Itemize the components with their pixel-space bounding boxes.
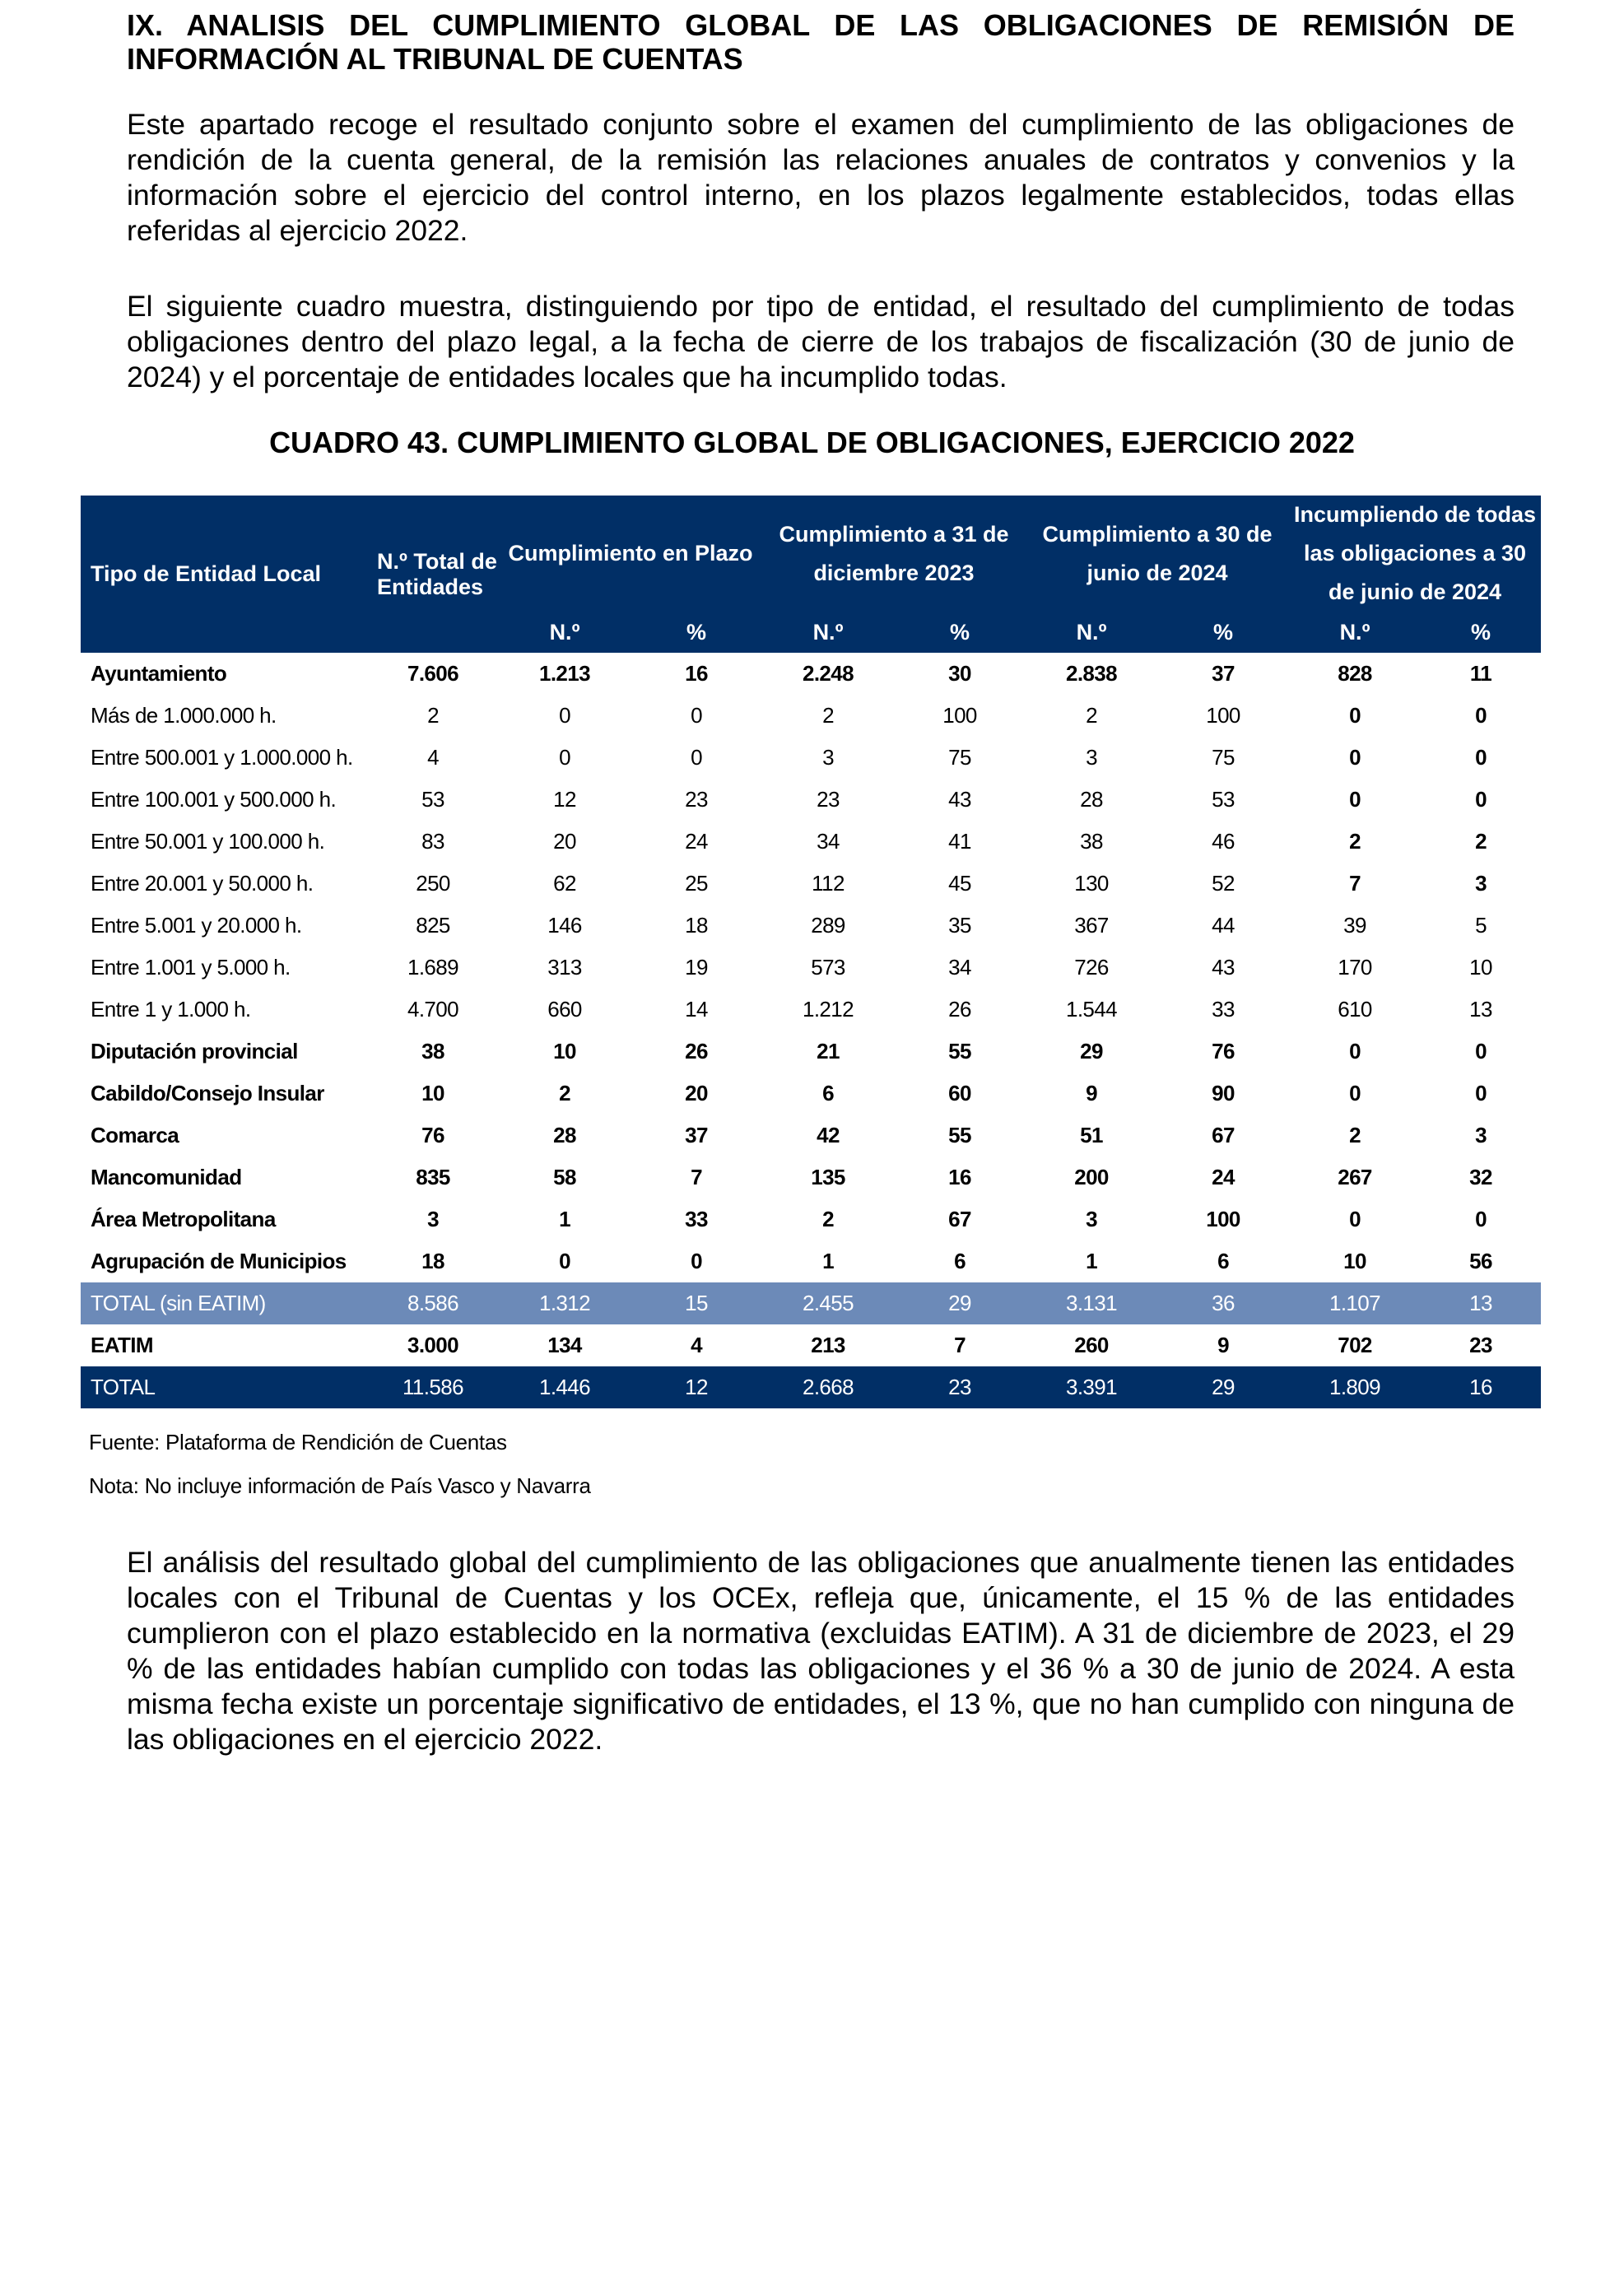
row-value: 170 <box>1338 955 1372 980</box>
row-value: 9 <box>1086 1081 1097 1105</box>
row-label: Entre 100.001 y 500.000 h. <box>91 787 337 812</box>
row-label: Entre 5.001 y 20.000 h. <box>91 913 302 938</box>
row-value: 2 <box>822 703 834 728</box>
row-value: 10 <box>421 1081 444 1105</box>
row-label: Más de 1.000.000 h. <box>91 703 277 728</box>
table-row <box>81 737 1541 779</box>
row-value: 53 <box>421 787 444 812</box>
row-value: 75 <box>948 745 971 770</box>
row-value: 260 <box>1074 1333 1109 1357</box>
row-value: 55 <box>948 1123 971 1147</box>
row-value: 3 <box>1475 1123 1487 1147</box>
row-value: 100 <box>1206 1207 1240 1231</box>
row-value: 146 <box>547 913 582 938</box>
row-value: 0 <box>559 745 570 770</box>
row-label: Entre 500.001 y 1.000.000 h. <box>91 745 353 770</box>
row-value: 14 <box>685 997 708 1022</box>
row-value: 0 <box>559 1249 570 1273</box>
row-value: 1.689 <box>407 955 459 980</box>
row-value: 33 <box>685 1207 708 1231</box>
row-value: 16 <box>685 661 708 686</box>
row-value: 0 <box>1349 1039 1361 1063</box>
table-header <box>81 496 1541 653</box>
row-value: 26 <box>685 1039 708 1063</box>
row-value: 10 <box>1343 1249 1366 1273</box>
row-value: 7 <box>954 1333 966 1357</box>
row-value: 0 <box>691 745 702 770</box>
row-value: 13 <box>1469 997 1492 1022</box>
row-value: 9 <box>1217 1333 1229 1357</box>
row-value: 573 <box>811 955 845 980</box>
header-total: N.º Total de Entidades <box>367 496 499 653</box>
row-value: 29 <box>1080 1039 1103 1063</box>
row-value: 1.107 <box>1289 1282 1421 1324</box>
header-cumplimiento-plazo: Cumplimiento en Plazo <box>499 496 762 612</box>
row-value: 23 <box>1469 1333 1492 1357</box>
row-value: 2 <box>559 1081 570 1105</box>
row-value: 828 <box>1338 661 1372 686</box>
row-value: 21 <box>817 1039 840 1063</box>
row-value: 34 <box>817 829 840 854</box>
row-label: TOTAL (sin EATIM) <box>81 1282 367 1324</box>
row-label: Diputación provincial <box>91 1039 298 1063</box>
row-value: 52 <box>1212 871 1235 896</box>
subheader-n: N.º <box>1289 612 1421 653</box>
row-value: 36 <box>1157 1282 1289 1324</box>
row-value: 56 <box>1469 1249 1492 1273</box>
table-intro-paragraph: El siguiente cuadro muestra, distinguiendo por tipo de entidad, el resultado del cumplimiento de todas obligaciones dentro del plazo legal, a la fecha de cierre de los trabajos de fiscalización (30 de junio de 2024) y el porcentaje de entidades locales que ha incumplido todas. <box>127 290 1515 393</box>
row-value: 2 <box>822 1207 834 1231</box>
row-value: 213 <box>811 1333 845 1357</box>
row-value: 67 <box>948 1207 971 1231</box>
row-value: 62 <box>553 871 576 896</box>
row-value: 41 <box>948 829 971 854</box>
row-value: 3 <box>1475 871 1487 896</box>
row-value: 135 <box>811 1165 845 1189</box>
row-value: 0 <box>1475 1207 1487 1231</box>
row-value: 250 <box>416 871 450 896</box>
row-value: 18 <box>685 913 708 938</box>
row-value: 43 <box>1212 955 1235 980</box>
table-row <box>81 821 1541 863</box>
row-value: 32 <box>1469 1165 1492 1189</box>
row-value: 15 <box>631 1282 762 1324</box>
row-value: 112 <box>812 871 845 896</box>
row-value: 12 <box>631 1366 762 1408</box>
row-label: Entre 1.001 y 5.000 h. <box>91 955 291 980</box>
table-row <box>81 1156 1541 1198</box>
row-value: 1.213 <box>538 661 591 686</box>
row-value: 3.131 <box>1026 1282 1157 1324</box>
row-value: 660 <box>547 997 582 1022</box>
table-row <box>81 1031 1541 1073</box>
row-label: TOTAL <box>81 1366 367 1408</box>
row-value: 26 <box>948 997 971 1022</box>
row-value: 13 <box>1421 1282 1541 1324</box>
row-label: Entre 20.001 y 50.000 h. <box>91 871 314 896</box>
table-source: Fuente: Plataforma de Rendición de Cuentas <box>89 1430 507 1454</box>
row-value: 2 <box>1475 829 1487 854</box>
row-value: 0 <box>1349 1081 1361 1105</box>
subheader-n: N.º <box>499 612 631 653</box>
row-value: 10 <box>553 1039 576 1063</box>
analysis-paragraph: El análisis del resultado global del cumplimiento de las obligaciones que anualmente tienen las entidades locales con el Tribunal de Cuentas y los OCEx, refleja que, únicamente, el 15 % de las entidades cumplieron con el plazo establecido en la normativa (excluidas EATIM). A 31 de diciembre de 2023, el 29 % de las entidades habían cumplido con todas las obligaciones y el 36 % a 30 de junio de 2024. A esta misma fecha existe un porcentaje significativo de entidades, el 13 %, que no han cumplido con ninguna de las obligaciones en el ejercicio 2022. <box>127 1546 1515 1756</box>
table-row <box>81 905 1541 947</box>
row-value: 38 <box>1080 829 1103 854</box>
row-value: 23 <box>894 1366 1026 1408</box>
subheader-n: N.º <box>762 612 894 653</box>
subheader-pct: % <box>631 612 762 653</box>
row-label: Entre 1 y 1.000 h. <box>91 997 251 1022</box>
row-value: 34 <box>948 955 971 980</box>
row-value: 44 <box>1212 913 1235 938</box>
row-value: 67 <box>1212 1123 1235 1147</box>
row-value: 100 <box>1206 703 1240 728</box>
row-value: 58 <box>553 1165 576 1189</box>
row-label: Comarca <box>91 1123 179 1147</box>
row-value: 7.606 <box>407 661 459 686</box>
table-row <box>81 1324 1541 1366</box>
compliance-table <box>81 496 1541 1408</box>
row-label: EATIM <box>91 1333 153 1357</box>
row-value: 35 <box>948 913 971 938</box>
intro-paragraph: Este apartado recoge el resultado conjunto sobre el examen del cumplimiento de las obligaciones de rendición de la cuenta general, de la remisión las relaciones anuales de contratos y convenios y la información sobre el ejercicio del control interno, en los plazos legalmente establecidos, todas ellas referidas al ejercicio 2022. <box>127 108 1515 247</box>
subheader-pct: % <box>1157 612 1289 653</box>
row-value: 1 <box>559 1207 570 1231</box>
row-value: 33 <box>1212 997 1235 1022</box>
table-row <box>81 1073 1541 1115</box>
row-value: 1.809 <box>1289 1366 1421 1408</box>
row-value: 0 <box>1349 703 1361 728</box>
table-body <box>81 653 1541 1408</box>
row-value: 10 <box>1469 955 1492 980</box>
table-row <box>81 695 1541 737</box>
row-value: 75 <box>1212 745 1235 770</box>
table-row <box>81 1366 1541 1408</box>
row-value: 0 <box>1349 1207 1361 1231</box>
table-row <box>81 1198 1541 1240</box>
row-value: 76 <box>421 1123 444 1147</box>
row-value: 76 <box>1212 1039 1235 1063</box>
row-value: 28 <box>1080 787 1103 812</box>
row-value: 200 <box>1074 1165 1109 1189</box>
table-note: Nota: No incluye información de País Vasco y Navarra <box>89 1473 591 1498</box>
table-row <box>81 947 1541 989</box>
row-value: 55 <box>948 1039 971 1063</box>
row-value: 3.391 <box>1026 1366 1157 1408</box>
row-value: 16 <box>948 1165 971 1189</box>
row-value: 16 <box>1421 1366 1541 1408</box>
row-value: 1 <box>822 1249 834 1273</box>
row-value: 37 <box>685 1123 708 1147</box>
subheader-n: N.º <box>1026 612 1157 653</box>
row-value: 6 <box>822 1081 834 1105</box>
row-value: 0 <box>691 703 702 728</box>
row-value: 8.586 <box>367 1282 499 1324</box>
row-value: 43 <box>948 787 971 812</box>
row-value: 46 <box>1212 829 1235 854</box>
row-value: 4.700 <box>407 997 459 1022</box>
row-value: 610 <box>1338 997 1372 1022</box>
table-row <box>81 1115 1541 1156</box>
table-row <box>81 1282 1541 1324</box>
row-value: 11.586 <box>367 1366 499 1408</box>
row-value: 2 <box>427 703 439 728</box>
row-value: 53 <box>1212 787 1235 812</box>
row-label: Área Metropolitana <box>91 1207 276 1231</box>
row-value: 835 <box>416 1165 450 1189</box>
row-value: 29 <box>894 1282 1026 1324</box>
row-value: 0 <box>1475 1039 1487 1063</box>
subheader-pct: % <box>1421 612 1541 653</box>
row-value: 2.455 <box>762 1282 894 1324</box>
row-value: 6 <box>1217 1249 1229 1273</box>
row-value: 3 <box>1086 1207 1097 1231</box>
row-label: Agrupación de Municipios <box>91 1249 347 1273</box>
row-value: 2 <box>1086 703 1097 728</box>
row-value: 83 <box>421 829 444 854</box>
row-value: 3 <box>1086 745 1097 770</box>
row-value: 23 <box>817 787 840 812</box>
subheader-pct: % <box>894 612 1026 653</box>
row-value: 42 <box>817 1123 840 1147</box>
row-value: 19 <box>685 955 708 980</box>
row-value: 20 <box>685 1081 708 1105</box>
row-value: 29 <box>1157 1366 1289 1408</box>
header-cumplimiento-jun-2024: Cumplimiento a 30 de junio de 2024 <box>1026 496 1289 612</box>
row-value: 0 <box>1475 703 1487 728</box>
row-value: 23 <box>685 787 708 812</box>
row-label: Entre 50.001 y 100.000 h. <box>91 829 325 854</box>
row-value: 20 <box>553 829 576 854</box>
compliance-table-wrapper <box>81 496 1541 1408</box>
row-label: Ayuntamiento <box>91 661 227 686</box>
row-value: 100 <box>942 703 977 728</box>
row-value: 289 <box>811 913 845 938</box>
row-value: 726 <box>1074 955 1109 980</box>
row-value: 0 <box>691 1249 702 1273</box>
row-value: 3 <box>822 745 834 770</box>
row-value: 38 <box>421 1039 444 1063</box>
row-value: 1.312 <box>499 1282 631 1324</box>
table-row <box>81 1240 1541 1282</box>
table-row <box>81 653 1541 695</box>
row-value: 2.838 <box>1065 661 1118 686</box>
header-cumplimiento-dic-2023: Cumplimiento a 31 de diciembre 2023 <box>762 496 1026 612</box>
header-incumpliendo-todas: Incumpliendo de todas las obligaciones a 30 de junio de 2024 <box>1289 496 1541 612</box>
row-value: 0 <box>1349 745 1361 770</box>
row-value: 1.544 <box>1065 997 1118 1022</box>
row-value: 4 <box>691 1333 702 1357</box>
row-value: 130 <box>1074 871 1109 896</box>
row-value: 367 <box>1074 913 1109 938</box>
row-value: 39 <box>1343 913 1366 938</box>
row-value: 313 <box>547 955 582 980</box>
row-value: 2 <box>1349 1123 1361 1147</box>
row-value: 24 <box>685 829 708 854</box>
row-value: 5 <box>1475 913 1487 938</box>
row-value: 0 <box>1349 787 1361 812</box>
row-value: 12 <box>553 787 576 812</box>
row-value: 2.668 <box>762 1366 894 1408</box>
header-tipo: Tipo de Entidad Local <box>81 496 367 653</box>
row-value: 2.248 <box>802 661 854 686</box>
row-value: 3 <box>427 1207 439 1231</box>
table-row <box>81 779 1541 821</box>
row-value: 45 <box>948 871 971 896</box>
row-label: Mancomunidad <box>91 1165 242 1189</box>
row-value: 2 <box>1349 829 1361 854</box>
row-value: 28 <box>553 1123 576 1147</box>
row-value: 18 <box>421 1249 444 1273</box>
row-value: 25 <box>685 871 708 896</box>
row-label: Cabildo/Consejo Insular <box>91 1081 324 1105</box>
row-value: 30 <box>948 661 971 686</box>
row-value: 267 <box>1338 1165 1372 1189</box>
row-value: 0 <box>559 703 570 728</box>
section-title: IX. ANALISIS DEL CUMPLIMIENTO GLOBAL DE LAS OBLIGACIONES DE REMISIÓN DE INFORMACIÓN AL TRIBUNAL DE CUENTAS <box>127 8 1515 76</box>
row-value: 4 <box>427 745 439 770</box>
row-value: 134 <box>547 1333 582 1357</box>
row-value: 11 <box>1469 661 1492 686</box>
row-value: 37 <box>1212 661 1235 686</box>
row-value: 24 <box>1212 1165 1235 1189</box>
table-row <box>81 989 1541 1031</box>
row-value: 0 <box>1475 1081 1487 1105</box>
row-value: 0 <box>1475 787 1487 812</box>
row-value: 7 <box>1349 871 1361 896</box>
table-title: CUADRO 43. CUMPLIMIENTO GLOBAL DE OBLIGACIONES, EJERCICIO 2022 <box>269 426 1355 459</box>
row-value: 1.446 <box>499 1366 631 1408</box>
row-value: 3.000 <box>407 1333 459 1357</box>
row-value: 7 <box>691 1165 702 1189</box>
row-value: 90 <box>1212 1081 1235 1105</box>
row-value: 702 <box>1338 1333 1372 1357</box>
row-value: 60 <box>948 1081 971 1105</box>
row-value: 6 <box>954 1249 966 1273</box>
row-value: 51 <box>1080 1123 1103 1147</box>
row-value: 825 <box>416 913 450 938</box>
row-value: 0 <box>1475 745 1487 770</box>
table-row <box>81 863 1541 905</box>
row-value: 1 <box>1086 1249 1097 1273</box>
row-value: 1.212 <box>802 997 854 1022</box>
